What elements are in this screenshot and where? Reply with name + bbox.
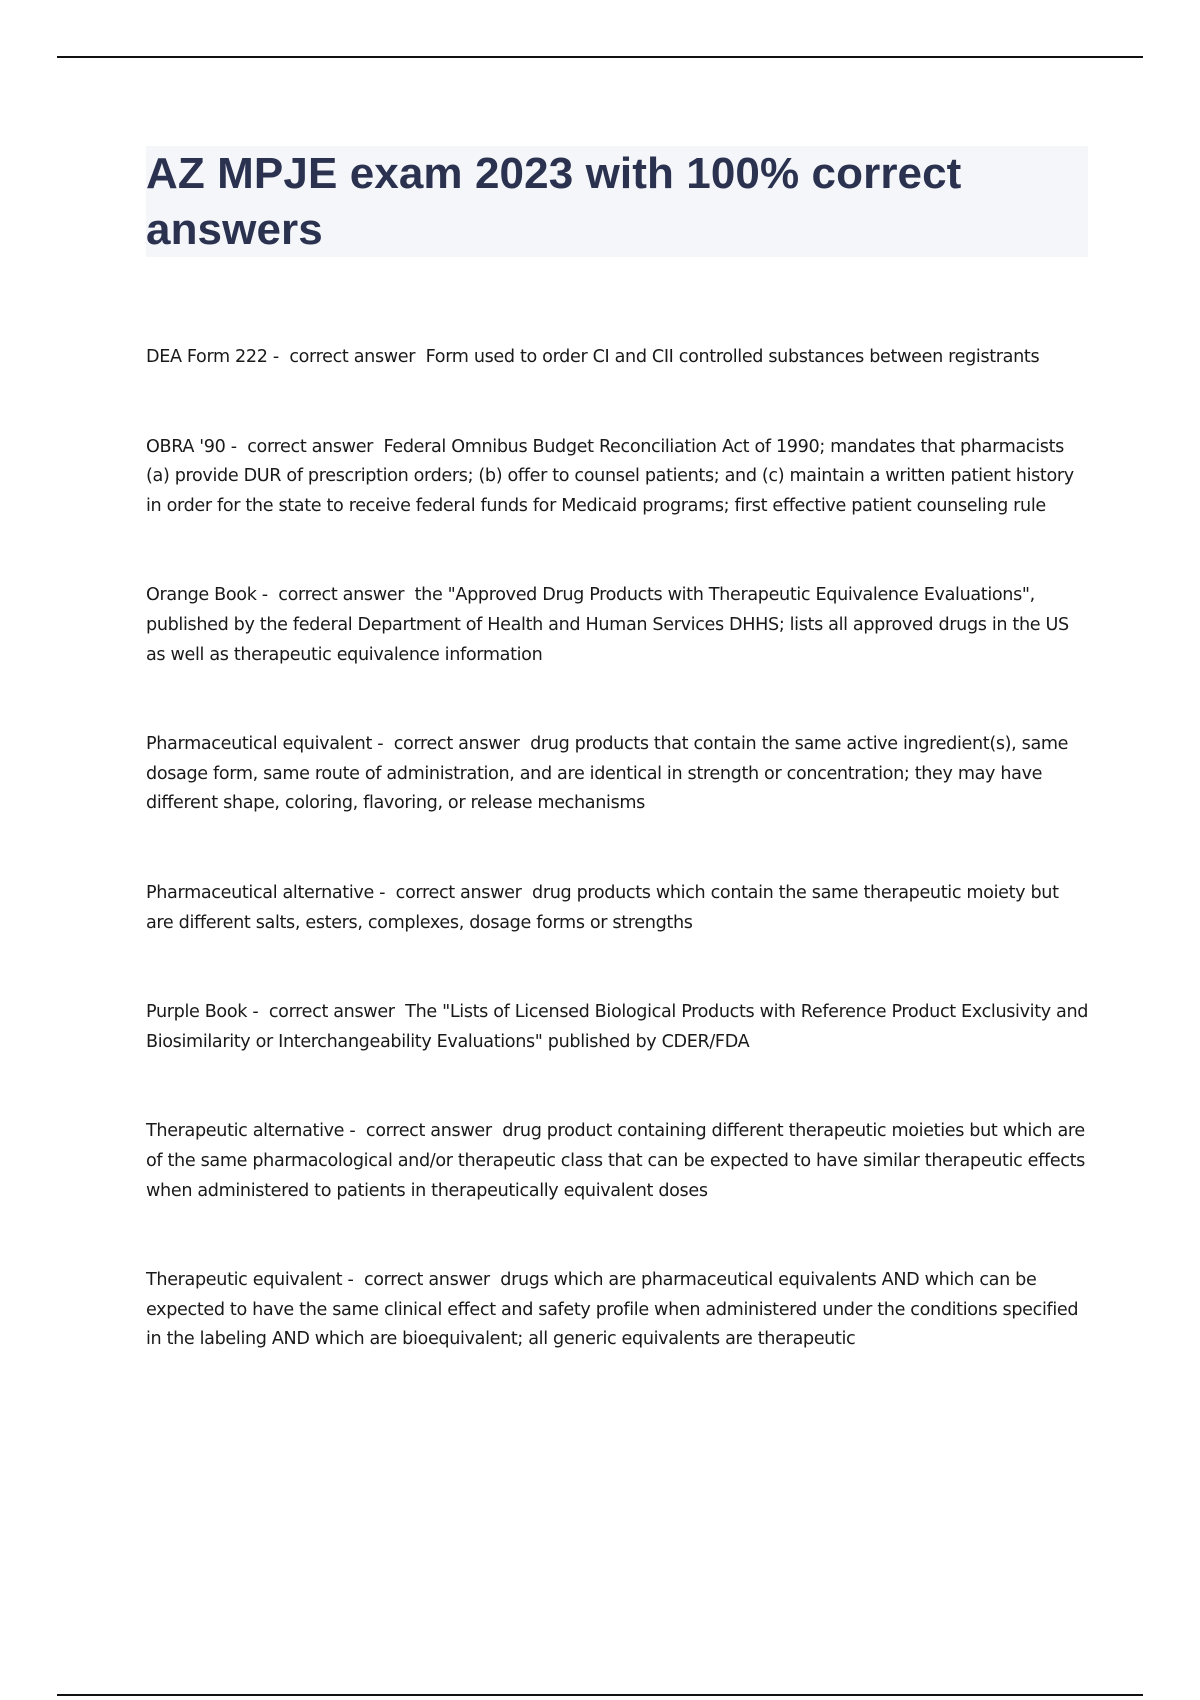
footer-rule [57,1694,1143,1696]
qa-entry [146,879,1091,938]
qa-list [146,343,1091,1355]
entry-term: Orange Book [146,585,257,606]
entry-definition: the "Approved Drug Products with Therapeutic Equivalence Evaluations", published by the federal Department of Health and Human Services DHHS; lists all approved drugs in the US as well as therapeutic equivalence information [146,585,1069,665]
entry-term: Pharmaceutical equivalent [146,734,372,755]
entry-definition: drugs which are pharmaceutical equivalents AND which can be expected to have the same clinical effect and safety profile when administered under the conditions specified in the labeling AND which are bioequivalent; all generic equivalents are therapeutic [146,1270,1079,1350]
header-rule [57,56,1143,58]
qa-entry [146,1266,1091,1355]
entry-term: OBRA '90 [146,436,226,457]
qa-entry [146,581,1091,670]
entry-definition: Form used to order CI and CII controlled substances between registrants [425,347,1040,367]
entry-separator: - correct answer [342,1270,501,1291]
qa-entry [146,1117,1091,1206]
document-title: AZ MPJE exam 2023 with 100% correct answers [146,149,962,254]
entry-definition: The "Lists of Licensed Biological Products with Reference Product Exclusivity and Biosimilarity or Interchangeability Evaluations" published by CDER/FDA [146,1002,1089,1052]
entry-separator: - correct answer [373,882,532,903]
qa-entry [146,433,1091,522]
entry-definition: drug products that contain the same active ingredient(s), same dosage form, same route of administration, and are identical in strength or concentration; they may have different shape, coloring, flavoring, or release mechanisms [146,734,1069,814]
entry-separator: - correct answer [372,734,531,755]
entry-separator: - correct answer [247,1002,406,1023]
entry-definition: drug products which contain the same therapeutic moiety but are different salts, esters, complexes, dosage forms or strengths [146,882,1059,933]
qa-entry [146,730,1091,819]
entry-separator: - correct answer [267,347,426,367]
qa-entry [146,343,1091,373]
entry-separator: - correct answer [344,1121,503,1142]
entry-definition: Federal Omnibus Budget Reconciliation Act of 1990; mandates that pharmacists (a) provide DUR of prescription orders; (b) offer to counsel patients; and (c) maintain a written patient history in order for the state to receive federal funds for Medicaid programs; first effective patient counseling rule [146,436,1074,516]
entry-separator: - correct answer [256,585,415,606]
entry-separator: - correct answer [225,436,384,457]
title-block [146,146,1088,257]
entry-term: Therapeutic alternative [146,1121,345,1142]
entry-term: Pharmaceutical alternative [146,882,374,903]
entry-definition: drug product containing different therapeutic moieties but which are of the same pharmacological and/or therapeutic class that can be expected to have similar therapeutic effects when administered to patients in therapeutically equivalent doses [146,1121,1085,1201]
entry-term: Therapeutic equivalent [146,1270,343,1291]
entry-term: DEA Form 222 [146,347,268,367]
qa-entry [146,998,1091,1057]
entry-term: Purple Book [146,1002,248,1023]
